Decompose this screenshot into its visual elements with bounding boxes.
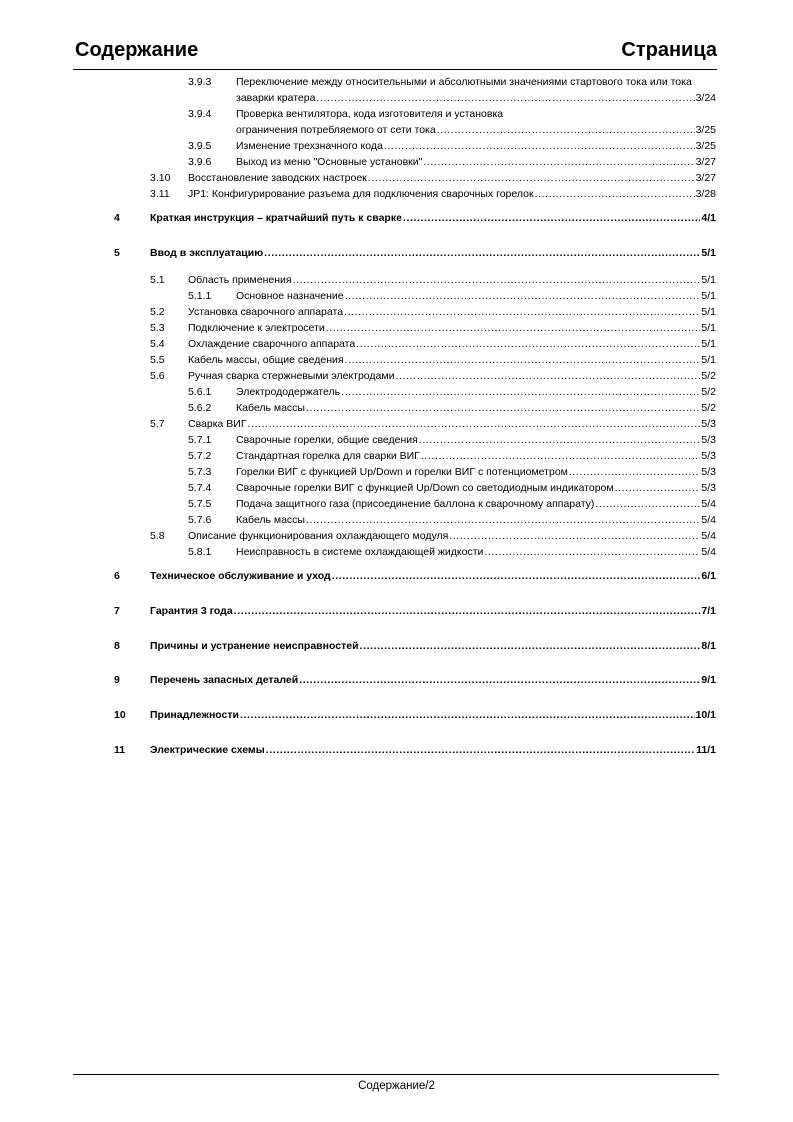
toc-entry-number: 5.7.6 (188, 514, 212, 526)
leader-dots (356, 337, 700, 351)
toc-chapter-number: 8 (114, 640, 120, 652)
toc-chapter-5[interactable] (0, 246, 793, 260)
toc-entry-page: 5/1 (701, 338, 716, 350)
leader-dots (345, 289, 701, 303)
toc-entry-3-9-4[interactable] (0, 107, 793, 137)
toc-entry-page: 5/2 (701, 386, 716, 398)
toc-chapter-10[interactable] (0, 708, 793, 722)
leader-dots (595, 497, 700, 511)
toc-entry-page: 8/1 (701, 640, 716, 652)
toc-chapter-title: Техническое обслуживание и уход (150, 570, 331, 582)
toc-entry-5-1[interactable] (0, 273, 793, 287)
toc-entry-5-6[interactable] (0, 369, 793, 383)
toc-entry-title: Сварочные горелки ВИГ с функцией Up/Down со светодиодным индикатором (236, 482, 614, 494)
toc-entry-page: 9/1 (701, 674, 716, 686)
toc-entry-number: 5.7 (150, 418, 165, 430)
toc-entry-5-7-4[interactable] (0, 481, 793, 495)
toc-entry-number: 5.6.2 (188, 402, 212, 414)
toc-entry-title: Основное назначение (236, 290, 344, 302)
toc-entry-page: 5/1 (701, 290, 716, 302)
leader-dots (306, 401, 700, 415)
toc-entry-number: 5.8 (150, 530, 165, 542)
toc-entry-page: 5/1 (701, 306, 716, 318)
leader-dots (341, 385, 700, 399)
toc-entry-title: Сварка ВИГ (188, 418, 247, 430)
toc-entry-title: Кабель массы (236, 402, 305, 414)
toc-entry-page: 5/4 (701, 530, 716, 542)
leader-dots (535, 187, 695, 201)
toc-entry-page: 4/1 (701, 212, 716, 224)
toc-entry-number: 5.3 (150, 322, 165, 334)
toc-entry-title: Электрододержатель (236, 386, 341, 398)
toc-entry-number: 5.7.5 (188, 498, 212, 510)
leader-dots (384, 139, 695, 153)
leader-dots (419, 433, 701, 447)
toc-chapter-number: 5 (114, 247, 120, 259)
toc-entry-page: 5/2 (701, 402, 716, 414)
toc-entry-title-line-2: ограничения потребляемого от сети тока (236, 124, 436, 136)
page-footer: Содержание/2 (358, 1080, 435, 1092)
leader-dots (266, 743, 695, 757)
toc-entry-page: 5/1 (701, 322, 716, 334)
toc-entry-page: 5/3 (701, 466, 716, 478)
toc-title: Содержание (75, 39, 199, 61)
toc-entry-number: 3.9.3 (188, 76, 212, 88)
toc-chapter-7[interactable] (0, 604, 793, 618)
leader-dots (368, 171, 695, 185)
leader-dots (332, 569, 701, 583)
toc-chapter-number: 4 (114, 212, 120, 224)
toc-entry-page: 3/27 (695, 172, 716, 184)
toc-entry-page: 5/2 (701, 370, 716, 382)
toc-entry-5-8-1[interactable] (0, 545, 793, 559)
toc-chapter-number: 7 (114, 605, 120, 617)
toc-chapter-title: Краткая инструкция – кратчайший путь к сварке (150, 212, 402, 224)
toc-entry-title: Описание функционирования охлаждающего модуля (188, 530, 449, 542)
toc-chapter-title: Гарантия 3 года (150, 605, 233, 617)
leader-dots (421, 449, 701, 463)
toc-entry-page: 3/28 (695, 188, 716, 200)
leader-dots (345, 353, 701, 367)
toc-entry-page: 3/24 (695, 92, 716, 104)
toc-entry-5-1-1[interactable] (0, 289, 793, 303)
toc-entry-number: 5.1.1 (188, 290, 212, 302)
toc-entry-title: Подключение к электросети (188, 322, 325, 334)
toc-entry-number: 3.9.6 (188, 156, 212, 168)
toc-chapter-title: Ввод в эксплуатацию (150, 247, 264, 259)
toc-entry-number: 3.9.4 (188, 108, 212, 120)
toc-chapter-4[interactable] (0, 211, 793, 225)
leader-dots (437, 123, 695, 137)
toc-entry-number: 5.1 (150, 274, 165, 286)
toc-entry-5-4[interactable] (0, 337, 793, 351)
toc-entry-page: 5/3 (701, 450, 716, 462)
toc-entry-3-11[interactable] (0, 187, 793, 201)
toc-entry-3-10[interactable] (0, 171, 793, 185)
toc-entry-number: 5.4 (150, 338, 165, 350)
toc-entry-number: 5.7.2 (188, 450, 212, 462)
toc-entry-page: 7/1 (701, 605, 716, 617)
leader-dots (423, 155, 694, 169)
toc-entry-page: 3/27 (695, 156, 716, 168)
leader-dots (395, 369, 700, 383)
toc-entry-title: Стандартная горелка для сварки ВИГ (236, 450, 420, 462)
toc-chapter-number: 11 (114, 744, 126, 756)
leader-dots (615, 481, 701, 495)
leader-dots (316, 91, 694, 105)
toc-entry-number: 5.7.3 (188, 466, 212, 478)
toc-chapter-number: 9 (114, 674, 120, 686)
toc-chapter-6[interactable] (0, 569, 793, 583)
leader-dots (264, 246, 700, 260)
toc-entry-5-7-6[interactable] (0, 513, 793, 527)
leader-dots (403, 211, 700, 225)
toc-entry-title: Подача защитного газа (присоединение баллона к сварочному аппарату) (236, 498, 595, 510)
toc-entry-number: 5.6.1 (188, 386, 212, 398)
toc-entry-title: Горелки ВИГ с функцией Up/Down и горелки ВИГ с потенциометром (236, 466, 568, 478)
toc-entry-number: 5.7.4 (188, 482, 212, 494)
leader-dots (484, 545, 700, 559)
toc-entry-title-line-1: Переключение между относительными и абсолютными значениями стартового тока или тока (236, 76, 692, 88)
toc-entry-title: Кабель массы (236, 514, 305, 526)
toc-entry-5-8[interactable] (0, 529, 793, 543)
toc-entry-title: Выход из меню "Основные установки" (236, 156, 423, 168)
toc-entry-page: 5/1 (701, 354, 716, 366)
toc-entry-number: 5.6 (150, 370, 165, 382)
leader-dots (569, 465, 701, 479)
leader-dots (344, 305, 700, 319)
toc-entry-5-7-2[interactable] (0, 449, 793, 463)
toc-entry-5-7-5[interactable] (0, 497, 793, 511)
toc-chapter-8[interactable] (0, 639, 793, 653)
toc-entry-title: Область применения (188, 274, 292, 286)
toc-chapter-number: 10 (114, 709, 126, 721)
toc-entry-page: 5/3 (701, 434, 716, 446)
toc-entry-number: 5.7.1 (188, 434, 212, 446)
toc-entry-title: Восстановление заводских настроек (188, 172, 367, 184)
page-column-label: Страница (621, 39, 717, 61)
toc-entry-5-6-1[interactable] (0, 385, 793, 399)
toc-entry-5-2[interactable] (0, 305, 793, 319)
toc-chapter-number: 6 (114, 570, 120, 582)
toc-entry-page: 5/3 (701, 482, 716, 494)
toc-entry-number: 5.8.1 (188, 546, 212, 558)
toc-entry-5-5[interactable] (0, 353, 793, 367)
leader-dots (240, 708, 695, 722)
toc-chapter-title: Перечень запасных деталей (150, 674, 299, 686)
leader-dots (234, 604, 701, 618)
toc-entry-page: 10/1 (695, 709, 716, 721)
toc-entry-page: 5/1 (701, 247, 716, 259)
toc-entry-number: 5.2 (150, 306, 165, 318)
toc-chapter-title: Причины и устранение неисправностей (150, 640, 359, 652)
toc-entry-page: 5/3 (701, 418, 716, 430)
leader-dots (248, 417, 701, 431)
toc-entry-5-3[interactable] (0, 321, 793, 335)
toc-entry-page: 5/4 (701, 498, 716, 510)
toc-entry-5-7-1[interactable] (0, 433, 793, 447)
toc-entry-number: 5.5 (150, 354, 165, 366)
toc-entry-number: 3.10 (150, 172, 171, 184)
toc-entry-page: 6/1 (701, 570, 716, 582)
toc-chapter-9[interactable] (0, 673, 793, 687)
toc-chapter-title: Принадлежности (150, 709, 239, 721)
toc-chapter-11[interactable] (0, 743, 793, 757)
toc-entry-5-7[interactable] (0, 417, 793, 431)
toc-entry-page: 3/25 (695, 140, 716, 152)
toc-entry-3-9-5[interactable] (0, 139, 793, 153)
toc-entry-page: 5/4 (701, 546, 716, 558)
toc-entry-title: Неисправность в системе охлаждающей жидкости (236, 546, 484, 558)
toc-entry-5-7-3[interactable] (0, 465, 793, 479)
footer-divider (73, 1074, 719, 1075)
toc-entry-title: Изменение трехзначного кода (236, 140, 383, 152)
toc-entry-title: JP1: Конфигурирование разъема для подключения сварочных горелок (188, 188, 534, 200)
toc-entry-page: 5/1 (701, 274, 716, 286)
toc-entry-5-6-2[interactable] (0, 401, 793, 415)
leader-dots (326, 321, 701, 335)
toc-entry-page: 5/4 (701, 514, 716, 526)
toc-entry-title: Охлаждение сварочного аппарата (188, 338, 356, 350)
toc-entry-number: 3.9.5 (188, 140, 212, 152)
toc-chapter-title: Электрические схемы (150, 744, 265, 756)
toc-entry-title-line-1: Проверка вентилятора, кода изготовителя и установка (236, 108, 504, 120)
toc-entry-page: 3/25 (695, 124, 716, 136)
toc-entry-title: Ручная сварка стержневыми электродами (188, 370, 395, 382)
toc-entry-page: 11/1 (696, 744, 716, 756)
toc-entry-number: 3.11 (150, 188, 170, 200)
toc-entry-title: Кабель массы, общие сведения (188, 354, 344, 366)
leader-dots (299, 673, 700, 687)
toc-entry-title: Сварочные горелки, общие сведения (236, 434, 418, 446)
leader-dots (449, 529, 700, 543)
toc-entry-3-9-6[interactable] (0, 155, 793, 169)
leader-dots (360, 639, 701, 653)
leader-dots (306, 513, 700, 527)
toc-entry-title: Установка сварочного аппарата (188, 306, 344, 318)
toc-entry-title-line-2: заварки кратера (236, 92, 316, 104)
leader-dots (293, 273, 701, 287)
toc-entry-3-9-3[interactable] (0, 75, 793, 105)
